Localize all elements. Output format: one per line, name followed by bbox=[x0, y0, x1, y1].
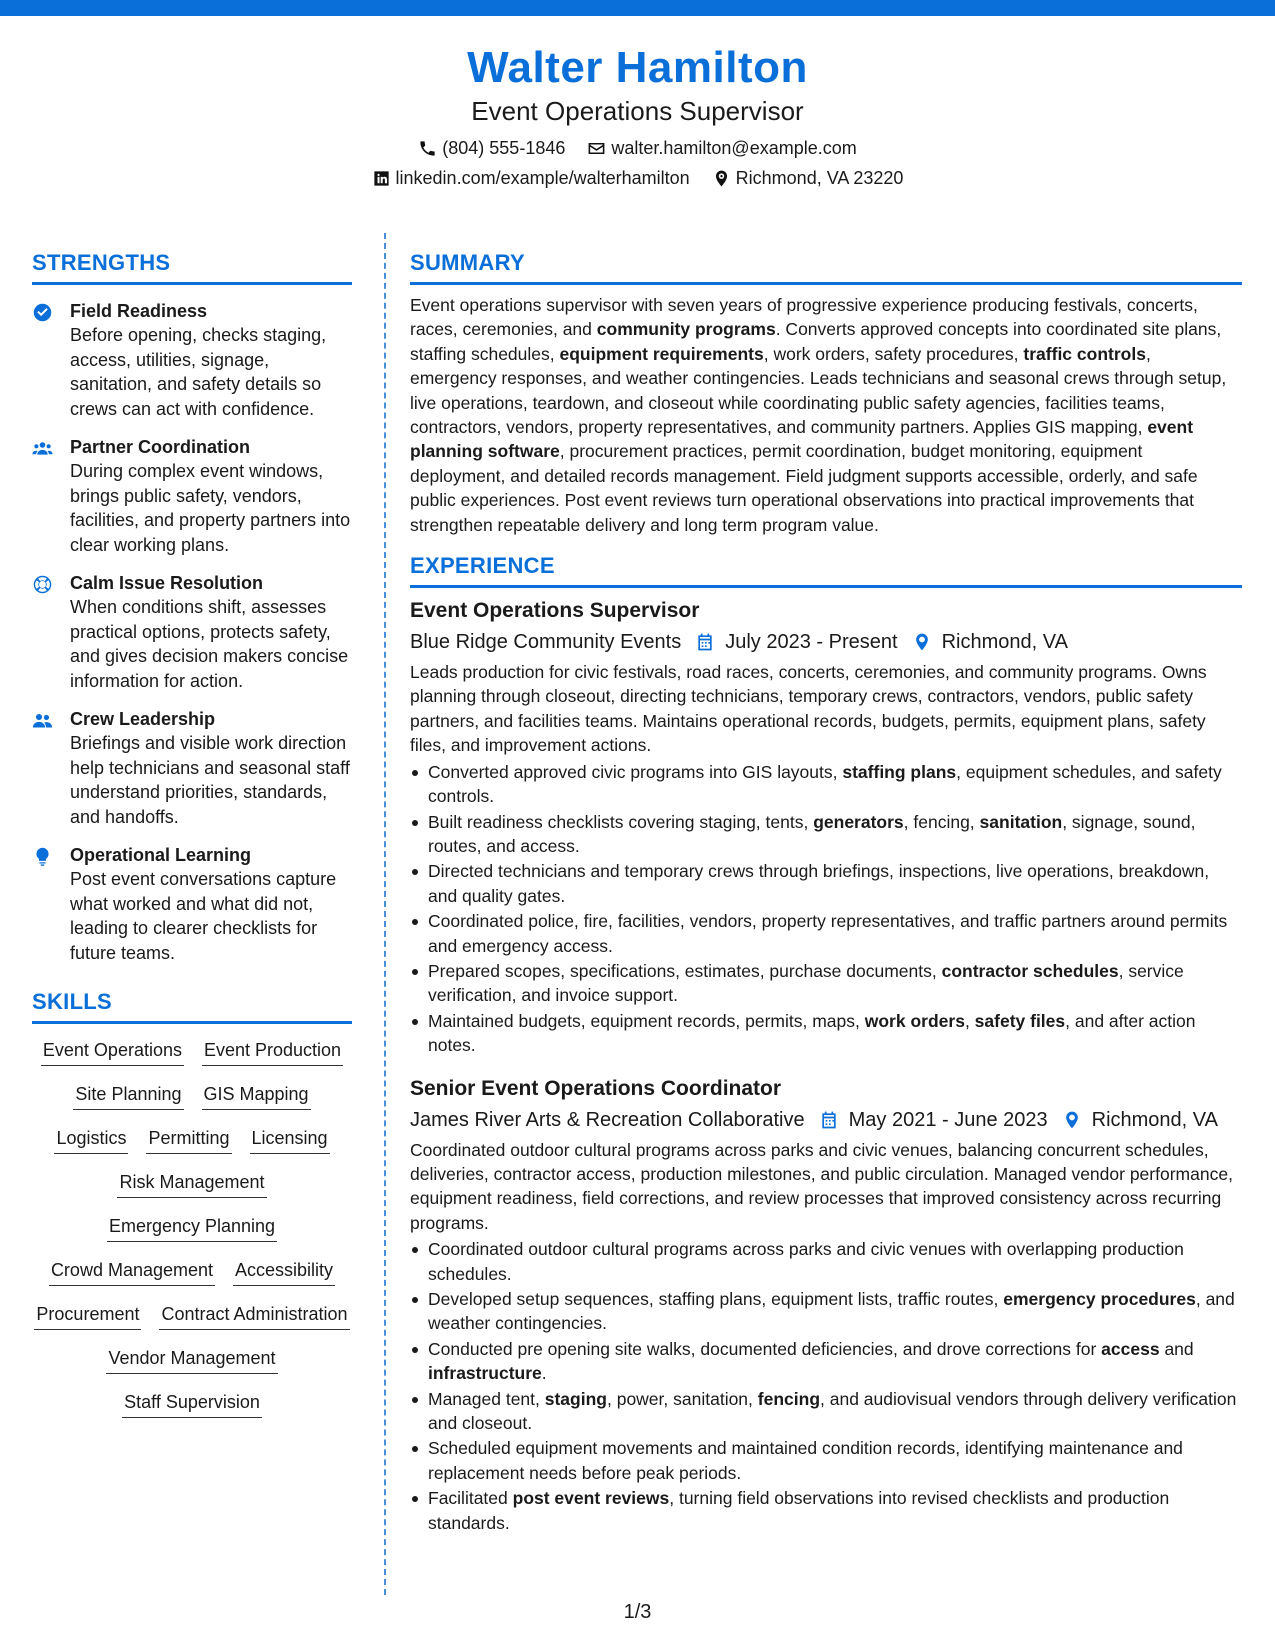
skill-tag: Contract Administration bbox=[159, 1302, 349, 1330]
bullet-item: Coordinated outdoor cultural programs across parks and civic venues with overlapping production schedules. bbox=[410, 1237, 1242, 1286]
experience-heading: EXPERIENCE bbox=[410, 551, 1242, 588]
email-contact[interactable] bbox=[587, 133, 856, 163]
column-divider bbox=[384, 233, 386, 1595]
summary-heading: SUMMARY bbox=[410, 248, 1242, 285]
calendar-icon bbox=[819, 1110, 839, 1130]
contact-row-1 bbox=[0, 133, 1275, 163]
strength-item bbox=[32, 843, 352, 965]
strength-item bbox=[32, 571, 352, 693]
job-location: Richmond, VA bbox=[1091, 1108, 1218, 1131]
resume-header bbox=[0, 40, 1275, 193]
right-column bbox=[410, 248, 1242, 1535]
strengths-heading: STRENGTHS bbox=[32, 248, 352, 285]
job-dates: July 2023 - Present bbox=[725, 631, 898, 654]
skill-tag: Emergency Planning bbox=[107, 1214, 277, 1242]
strength-body bbox=[70, 843, 352, 965]
bullet-item: Built readiness checklists covering staging, tents, generators, fencing, sanitation, signage, sound, routes, and access. bbox=[410, 810, 1242, 859]
check-circle-icon bbox=[32, 299, 70, 421]
calendar-icon bbox=[695, 632, 715, 652]
strength-item bbox=[32, 299, 352, 421]
candidate-title: Event Operations Supervisor bbox=[471, 96, 804, 126]
strengths-list bbox=[32, 299, 352, 965]
left-column bbox=[32, 248, 352, 1418]
strength-description: When conditions shift, assesses practical options, protects safety, and gives decision makers concise information for action. bbox=[70, 597, 349, 691]
skill-tag: Procurement bbox=[34, 1302, 141, 1330]
strength-title: Calm Issue Resolution bbox=[70, 573, 264, 593]
job-company: Blue Ridge Community Events bbox=[410, 631, 682, 654]
bullet-item: Managed tent, staging, power, sanitation, fencing, and audiovisual vendors through delivery verification and closeout. bbox=[410, 1387, 1242, 1436]
bullet-item: Conducted pre opening site walks, documented deficiencies, and drove corrections for access and infrastructure. bbox=[410, 1337, 1242, 1386]
skill-tag: Permitting bbox=[146, 1126, 231, 1154]
job-bullets bbox=[410, 760, 1242, 1058]
skill-tag: Site Planning bbox=[73, 1082, 183, 1110]
contact-row-2 bbox=[0, 163, 1275, 193]
strength-title: Operational Learning bbox=[70, 845, 252, 865]
strength-description: Briefings and visible work direction help technicians and seasonal staff understand priorities, standards, and handoffs. bbox=[70, 733, 350, 827]
phone-text: (804) 555-1846 bbox=[442, 138, 566, 158]
linkedin-icon bbox=[372, 169, 391, 188]
map-pin-icon bbox=[712, 169, 731, 188]
life-ring-icon bbox=[32, 571, 70, 693]
job-meta bbox=[410, 626, 1242, 658]
job-location: Richmond, VA bbox=[941, 631, 1068, 654]
bullet-item: Scheduled equipment movements and maintained condition records, identifying maintenance and replacement needs before peak periods. bbox=[410, 1436, 1242, 1485]
job-bullets bbox=[410, 1237, 1242, 1535]
bullet-item: Prepared scopes, specifications, estimates, purchase documents, contractor schedules, service verification, and invoice support. bbox=[410, 959, 1242, 1008]
strength-body bbox=[70, 299, 352, 421]
map-pin-icon bbox=[912, 632, 932, 652]
skill-tag: Risk Management bbox=[117, 1170, 266, 1198]
bullet-item: Developed setup sequences, staffing plans, equipment lists, traffic routes, emergency procedures, and weather contingencies. bbox=[410, 1287, 1242, 1336]
top-accent-bar bbox=[0, 0, 1275, 16]
summary-text: Event operations supervisor with seven years of progressive experience producing festivals, concerts, races, ceremonies, and community programs. Converts approved concepts into coordinated site plans, staffing schedules, equipment requirements, work orders, safety procedures, traffic controls, emergency responses, and weather contingencies. Leads technicians and seasonal crews through setup, live operations, teardown, and closeout while coordinating public safety agencies, facilities teams, contractors, vendors, property representatives, and community partners. Applies GIS mapping, event planning software, procurement practices, permit coordination, budget monitoring, equipment deployment, and detailed records management. Field judgment supports accessible, orderly, and safe public experiences. Post event reviews turn operational observations into practical improvements that strengthen repeatable delivery and long term program value. bbox=[410, 295, 1227, 535]
job-title: Event Operations Supervisor bbox=[410, 599, 700, 623]
strength-title: Field Readiness bbox=[70, 301, 208, 321]
strength-description: Post event conversations capture what worked and what did not, leading to clearer checklists for future teams. bbox=[70, 869, 337, 963]
job-entry bbox=[410, 596, 1242, 1058]
linkedin-contact[interactable] bbox=[372, 163, 690, 193]
strength-title: Partner Coordination bbox=[70, 437, 251, 457]
user-pair-icon bbox=[32, 707, 70, 829]
bullet-item: Coordinated police, fire, facilities, vendors, property representatives, and traffic partners around permits and emergency access. bbox=[410, 909, 1242, 958]
candidate-name: Walter Hamilton bbox=[467, 43, 808, 92]
envelope-icon bbox=[587, 139, 606, 158]
job-description: Coordinated outdoor cultural programs across parks and civic venues, balancing concurrent schedules, deliveries, contractor access, production milestones, and public circulation. Managed vendor performance, equipment readiness, field corrections, and review processes that improved consistency across recurring programs. bbox=[410, 1139, 1233, 1233]
skills-list bbox=[32, 1038, 352, 1418]
location-text: Richmond, VA 23220 bbox=[735, 168, 904, 188]
bullet-item: Maintained budgets, equipment records, permits, maps, work orders, safety files, and after action notes. bbox=[410, 1009, 1242, 1058]
strength-item bbox=[32, 435, 352, 557]
map-pin-icon bbox=[1062, 1110, 1082, 1130]
skill-tag: Event Production bbox=[202, 1038, 343, 1066]
location-contact bbox=[712, 163, 904, 193]
jobs-list bbox=[410, 596, 1242, 1535]
strength-body bbox=[70, 571, 352, 693]
job-meta bbox=[410, 1104, 1242, 1136]
lightbulb-icon bbox=[32, 843, 70, 965]
strength-description: During complex event windows, brings public safety, vendors, facilities, and property partners into clear working plans. bbox=[70, 461, 351, 555]
strength-title: Crew Leadership bbox=[70, 709, 216, 729]
job-title: Senior Event Operations Coordinator bbox=[410, 1076, 782, 1100]
skill-tag: GIS Mapping bbox=[202, 1082, 311, 1110]
skills-heading: SKILLS bbox=[32, 987, 352, 1024]
phone-contact bbox=[418, 133, 565, 163]
job-description: Leads production for civic festivals, road races, concerts, ceremonies, and community programs. Owns planning through closeout, directing technicians, temporary crews, contractors, vendors, public safety partners, and facilities teams. Maintains operational records, budgets, permits, equipment plans, safety files, and improvement actions. bbox=[410, 662, 1207, 756]
skill-tag: Event Operations bbox=[41, 1038, 184, 1066]
job-company: James River Arts & Recreation Collaborative bbox=[410, 1108, 805, 1131]
skill-tag: Logistics bbox=[54, 1126, 128, 1154]
strength-body bbox=[70, 435, 352, 557]
strength-item bbox=[32, 707, 352, 829]
skill-tag: Staff Supervision bbox=[122, 1390, 262, 1418]
bullet-item: Converted approved civic programs into GIS layouts, staffing plans, equipment schedules, and safety controls. bbox=[410, 760, 1242, 809]
page-number: 1/3 bbox=[623, 1601, 652, 1623]
job-entry bbox=[410, 1074, 1242, 1536]
strength-description: Before opening, checks staging, access, utilities, signage, sanitation, and safety details so crews can act with confidence. bbox=[70, 325, 327, 419]
job-dates: May 2021 - June 2023 bbox=[848, 1108, 1048, 1131]
skill-tag: Licensing bbox=[250, 1126, 330, 1154]
skill-tag: Accessibility bbox=[233, 1258, 335, 1286]
bullet-item: Directed technicians and temporary crews through briefings, inspections, live operations, breakdown, and quality gates. bbox=[410, 859, 1242, 908]
skill-tag: Crowd Management bbox=[49, 1258, 215, 1286]
skill-tag: Vendor Management bbox=[106, 1346, 277, 1374]
strength-body bbox=[70, 707, 352, 829]
linkedin-text: linkedin.com/example/walterhamilton bbox=[395, 168, 690, 188]
phone-icon bbox=[418, 139, 437, 158]
bullet-item: Facilitated post event reviews, turning field observations into revised checklists and production standards. bbox=[410, 1486, 1242, 1535]
email-text: walter.hamilton@example.com bbox=[611, 138, 857, 158]
users-group-icon bbox=[32, 435, 70, 557]
